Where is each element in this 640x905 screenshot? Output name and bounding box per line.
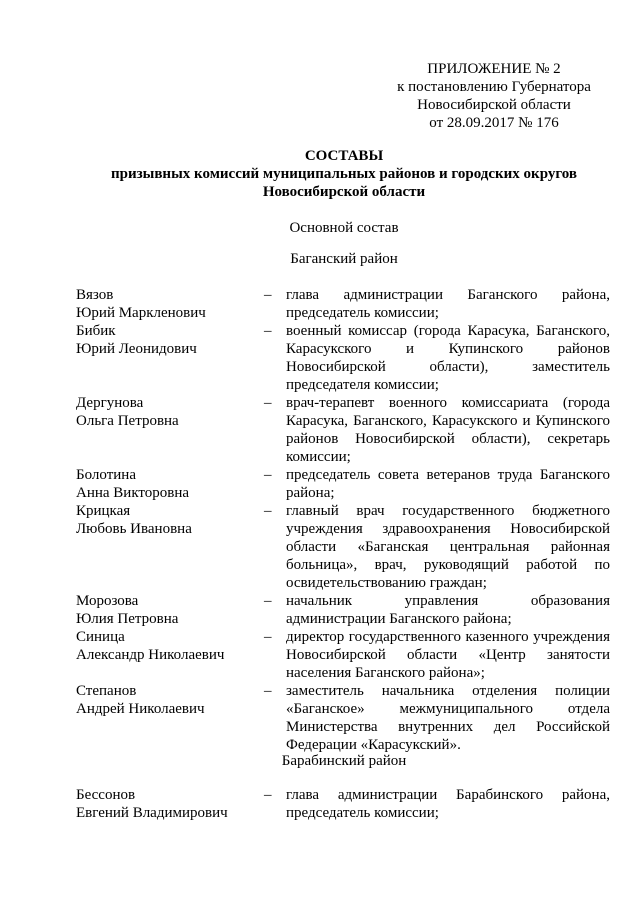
member-dash: – [264,503,272,519]
member-name [76,592,264,628]
member-surname: Болотина [76,467,136,483]
member-role: военный комиссар (города Карасука, Баганского, Карасукского и Купинского районов Новосибирской области), заместитель председателя комиссии; [286,323,610,393]
main-composition-heading: Основной состав [289,220,399,236]
member-row [76,322,610,394]
member-list-bagan [76,286,610,754]
member-given-names: Анна Викторовна [76,485,190,501]
member-surname: Морозова [76,593,139,609]
member-name [76,682,264,754]
member-role: врач-терапевт военного комиссариата (города Карасука, Баганского, Карасукского и Купинского районов Новосибирской области), секретарь комиссии; [286,395,610,465]
member-role: заместитель начальника отделения полиции «Баганское» межмуниципального отдела Министерства внутренних дел Российской Федерации «Карасукский». [286,683,610,753]
title-line-3: Новосибирской области [262,184,426,200]
member-dash: – [264,287,272,303]
member-given-names: Любовь Ивановна [76,521,192,537]
member-role: главный врач государственного бюджетного учреждения здравоохранения Новосибирской области «Баганская центральная районная больница», врач, руководящий работой по освидетельствованию граждан; [286,503,610,591]
member-given-names: Евгений Владимирович [76,805,228,821]
member-dash: – [264,323,272,339]
appendix-reference: к постановлению Губернатора [397,79,591,95]
member-row [76,786,610,822]
member-role: начальник управления образования администрации Баганского района; [286,593,610,627]
member-name [76,394,264,466]
member-given-names: Юлия Петровна [76,611,179,627]
member-dash: – [264,683,272,699]
document-title [40,147,640,201]
member-given-names: Юрий Леонидович [76,341,197,357]
title-line-2: призывных комиссий муниципальных районов и городских округов [110,166,578,182]
member-surname: Степанов [76,683,137,699]
member-surname: Крицкая [76,503,131,519]
member-row [76,628,610,682]
member-name [76,628,264,682]
member-row [76,394,610,466]
appendix-header [380,60,608,132]
district-heading-barabinsk: Барабинский район [281,753,407,769]
member-row [76,466,610,502]
member-dash: – [264,787,272,803]
member-surname: Синица [76,629,125,645]
member-name [76,786,264,822]
member-row [76,592,610,628]
member-given-names: Юрий Маркленович [76,305,206,321]
member-role: глава администрации Барабинского района, председатель комиссии; [286,787,610,821]
member-row [76,682,610,754]
member-role: директор государственного казенного учреждения Новосибирской области «Центр занятости населения Баганского района»; [286,629,610,681]
title-line-1: СОСТАВЫ [304,148,384,164]
district-heading-bagan: Баганский район [290,251,398,267]
member-row [76,286,610,322]
member-name [76,466,264,502]
member-name [76,322,264,394]
member-name [76,286,264,322]
member-dash: – [264,629,272,645]
member-surname: Бессонов [76,787,136,803]
appendix-region: Новосибирской области [417,97,571,113]
member-dash: – [264,395,272,411]
member-dash: – [264,467,272,483]
appendix-number: ПРИЛОЖЕНИЕ № 2 [427,61,561,77]
member-dash: – [264,593,272,609]
member-surname: Вязов [76,287,114,303]
member-row [76,502,610,592]
member-surname: Дергунова [76,395,144,411]
member-surname: Бибик [76,323,116,339]
member-list-barabinsk [76,786,610,822]
member-given-names: Андрей Николаевич [76,701,205,717]
member-role: председатель совета ветеранов труда Баганского района; [286,467,610,501]
member-role: глава администрации Баганского района, председатель комиссии; [286,287,610,321]
appendix-date: от 28.09.2017 № 176 [429,115,559,131]
member-given-names: Александр Николаевич [76,647,225,663]
member-name [76,502,264,592]
member-given-names: Ольга Петровна [76,413,179,429]
